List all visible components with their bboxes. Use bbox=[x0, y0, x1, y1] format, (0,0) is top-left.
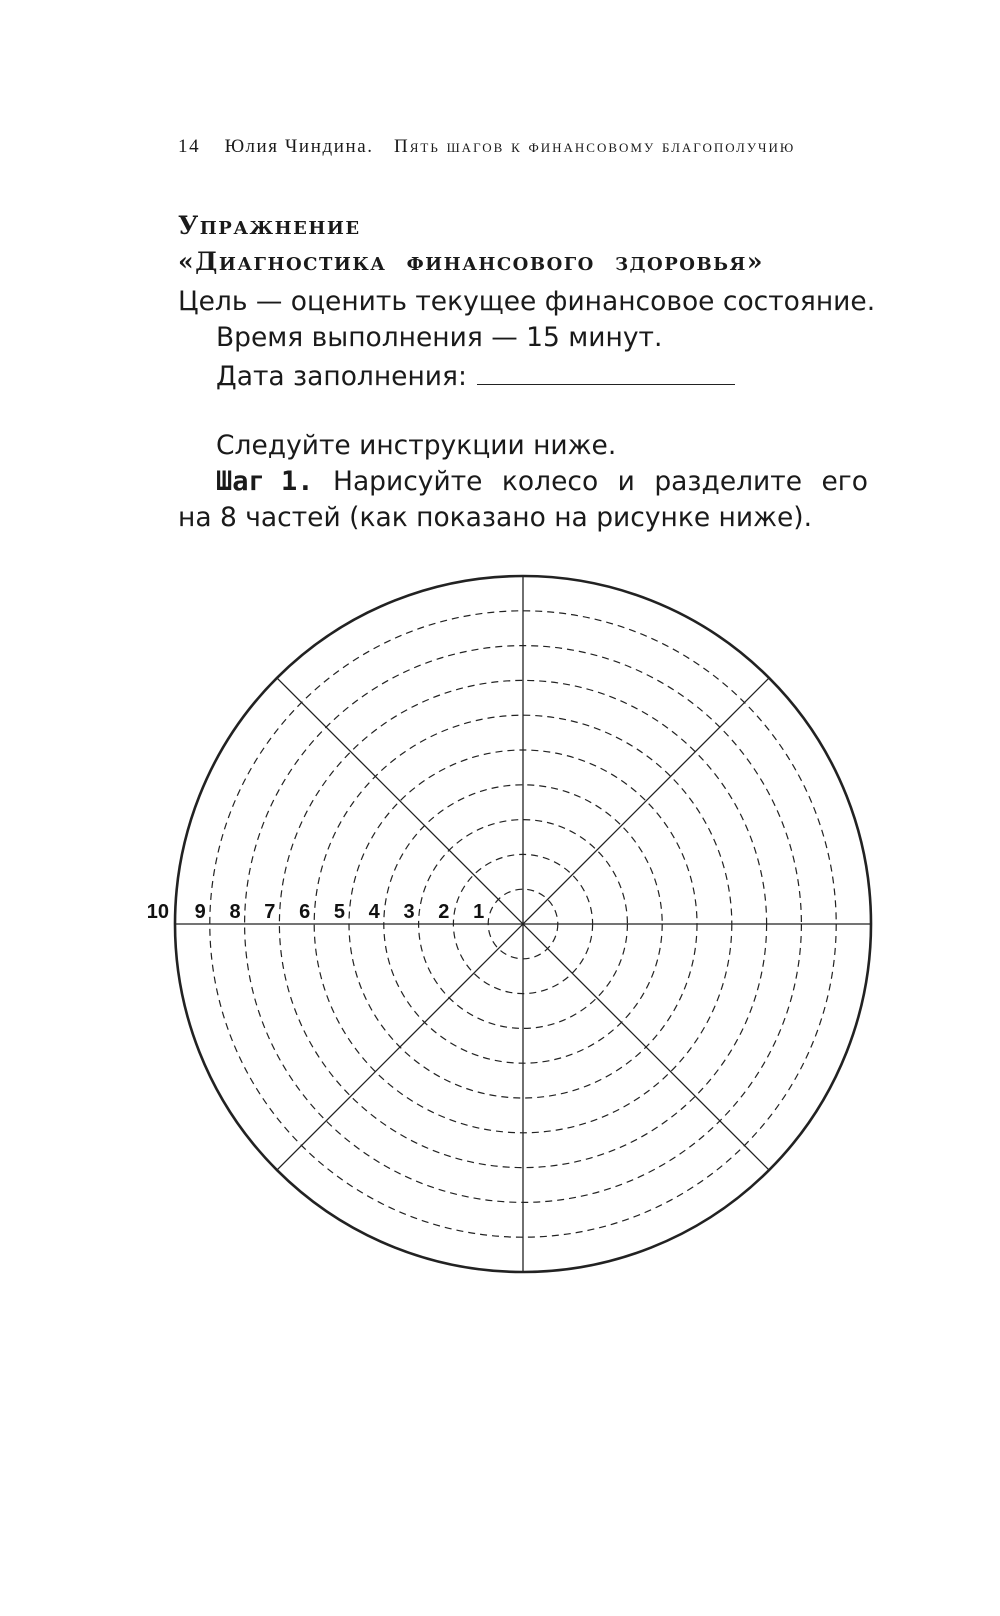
wheel-scale-label: 8 bbox=[229, 901, 241, 923]
time-text: Время выполнения — 15 минут. bbox=[216, 322, 663, 353]
wheel-scale-label: 2 bbox=[438, 901, 450, 923]
date-label: Дата заполнения: bbox=[216, 361, 467, 392]
goal-text: Цель — оценить текущее финансовое состояние. bbox=[178, 286, 876, 317]
wheel-scale-label: 3 bbox=[403, 901, 415, 923]
wheel-scale-label: 7 bbox=[264, 901, 276, 923]
step1-label: Шаг 1. bbox=[216, 466, 314, 497]
step1-word: колесо bbox=[501, 466, 599, 497]
page-number: 14 bbox=[178, 136, 201, 157]
wheel-scale-label: 5 bbox=[333, 901, 345, 923]
wheel-scale-label: 6 bbox=[299, 901, 311, 923]
step1-word: Нарисуйте bbox=[333, 466, 483, 497]
step1-word: и bbox=[617, 466, 635, 497]
wheel-scale-label: 10 bbox=[146, 901, 169, 923]
wheel-scale-label: 1 bbox=[473, 901, 485, 923]
wheel-scale-label: 4 bbox=[368, 901, 380, 923]
author-name: Юлия Чиндина. bbox=[224, 136, 374, 157]
instructions-text: Следуйте инструкции ниже. bbox=[216, 430, 617, 461]
exercise-heading: Упражнение bbox=[178, 211, 361, 240]
book-title: Пять шагов к финансовому благополучию bbox=[394, 136, 796, 157]
step1-word: разделите bbox=[654, 466, 803, 497]
step1-word: его bbox=[821, 466, 868, 497]
wheel-scale-label: 9 bbox=[194, 901, 206, 923]
exercise-title: «Диагностика финансового здоровья» bbox=[178, 247, 765, 276]
step1-continuation: на 8 частей (как показано на рисунке ниже). bbox=[178, 502, 813, 533]
